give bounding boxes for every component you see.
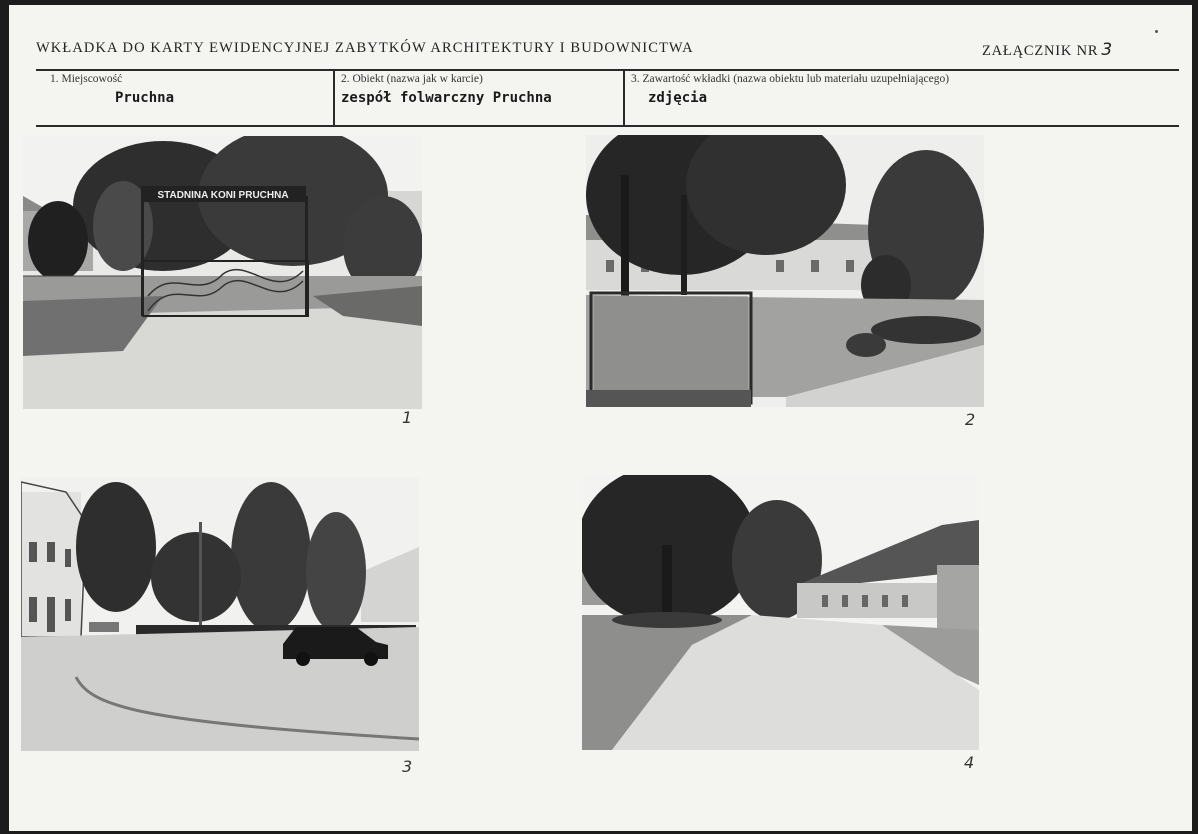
photo-3-number: 3 (402, 757, 413, 776)
document-title: WKŁADKA DO KARTY EWIDENCYJNEJ ZABYTKÓW ARCHITEKTURY I BUDOWNICTWA (36, 40, 694, 56)
field-label-object: 2. Obiekt (nazwa jak w karcie) (341, 73, 483, 85)
photo-1-sign: STADNINA KONI PRUCHNA (157, 190, 289, 201)
header-rule-bottom (36, 125, 1179, 127)
annex-label (982, 40, 1112, 60)
paper-speck (1155, 30, 1158, 33)
field-label-contents: 3. Zawartość wkładki (nazwa obiektu lub materiału uzupełniającego) (631, 73, 950, 85)
photo-1-number: 1 (402, 408, 413, 427)
field-label-locality: 1. Miejscowość (50, 73, 123, 85)
field-value-object: zespół folwarczny Pruchna (341, 90, 552, 106)
photo-4-number: 4 (964, 753, 975, 772)
field-value-contents: zdjęcia (648, 90, 708, 106)
annex-label-text: ZAŁĄCZNIK NR (982, 43, 1099, 59)
annex-number: 3 (1101, 40, 1113, 60)
field-value-locality: Pruchna (115, 90, 175, 106)
field-divider-1 (333, 71, 335, 125)
field-divider-2 (623, 71, 625, 125)
photo-1-stud-gate (23, 136, 422, 409)
header-rule-top (36, 69, 1179, 71)
photo-2-building-fence (586, 135, 984, 407)
photo-3-courtyard-car (21, 477, 419, 751)
photo-4-road-stables (582, 475, 979, 750)
photo-2-number: 2 (965, 410, 976, 429)
